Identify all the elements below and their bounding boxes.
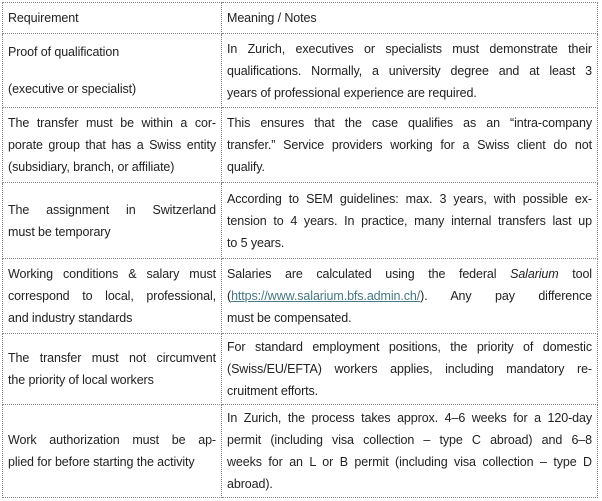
text-line: porate group that has a Swiss entity <box>8 138 216 152</box>
text-line: In Zurich, executives or specialists must demonstrate their <box>227 41 592 56</box>
text-line: the priority of local workers <box>8 373 154 387</box>
requirement-paragraph-1: Proof of qualification <box>8 45 120 59</box>
text-line: to 5 years. <box>227 235 285 250</box>
cell-meaning-authorization <box>222 405 598 498</box>
link-paren-open: ( <box>227 289 232 303</box>
text-line: Working conditions & salary must <box>8 267 216 281</box>
table-row-salary <box>3 259 598 334</box>
cell-requirement-qualification <box>3 34 222 108</box>
table-row-temporary <box>3 183 598 259</box>
cell-requirement-salary <box>3 259 222 334</box>
table-row-corporate-group <box>3 108 598 183</box>
text-line: In Zurich, the process takes approx. 4–6 weeks for a 120-day <box>227 411 592 425</box>
text-line: For standard employment positions, the priority of domestic <box>227 340 592 354</box>
text-line: plied for before starting the activity <box>8 455 195 469</box>
meaning-line-salarium <box>227 263 592 285</box>
text-line: The transfer must be within a cor- <box>8 116 216 130</box>
cell-requirement-authorization <box>3 405 222 498</box>
text-line: abroad). <box>227 477 273 491</box>
cell-meaning-corporate-group <box>222 108 598 183</box>
text-line: The transfer must not circumvent <box>8 351 216 365</box>
text-line: Work authorization must be ap- <box>8 433 216 447</box>
text-line: permit (including visa collection – type C abroad) and 6–8 <box>227 433 592 447</box>
text-line: tension to 4 years. In practice, many internal transfers last up <box>227 213 592 228</box>
text-line: and industry standards <box>8 311 133 325</box>
header-meaning: Meaning / Notes <box>222 3 598 34</box>
salarium-italic-text: Salarium <box>510 267 559 281</box>
table-row-priority <box>3 334 598 405</box>
link-text-post: ). Any pay difference <box>420 289 592 303</box>
text-line: The assignment in Switzerland <box>8 202 216 217</box>
text-line: This ensures that the case qualifies as an “intra-company <box>227 116 592 130</box>
text-line: (Swiss/EU/EFTA) workers applies, including mandatory re- <box>227 362 592 376</box>
text-line: qualify. <box>227 160 265 174</box>
salary-text-post: tool <box>558 267 592 281</box>
meaning-line-compensated: must be compensated. <box>227 311 352 325</box>
table-row-qualification <box>3 34 598 108</box>
header-requirement: Requirement <box>3 3 222 34</box>
text-line: must be temporary <box>8 224 111 239</box>
text-line: weeks for an L or B permit (including visa collection – type D <box>227 455 592 469</box>
cell-meaning-qualification <box>222 34 598 108</box>
meaning-line-link <box>227 285 592 307</box>
requirement-paragraph-2: (executive or specialist) <box>8 82 137 96</box>
cell-meaning-salary <box>222 259 598 334</box>
cell-requirement-temporary <box>3 183 222 259</box>
text-line: cruitment efforts. <box>227 384 319 398</box>
salary-text-pre: Salaries are calculated using the federal <box>227 267 511 281</box>
text-line: (subsidiary, branch, or affiliate) <box>8 160 175 174</box>
salarium-link[interactable]: https://www.salarium.bfs.admin.ch/ <box>231 289 421 303</box>
cell-requirement-corporate-group <box>3 108 222 183</box>
cell-meaning-temporary <box>222 183 598 259</box>
cell-meaning-priority <box>222 334 598 405</box>
requirements-table <box>2 2 598 498</box>
text-line: qualifications. Normally, a university degree and at least 3 <box>227 63 592 78</box>
text-line: years of professional experience are required. <box>227 85 477 100</box>
text-line: transfer.” Service providers working for a Swiss client do not <box>227 138 592 152</box>
table-header-row <box>3 3 598 34</box>
cell-requirement-priority <box>3 334 222 405</box>
text-line: According to SEM guidelines: max. 3 years, with possible ex- <box>227 191 592 206</box>
text-line: correspond to local, professional, <box>8 289 216 303</box>
table-row-authorization <box>3 405 598 498</box>
